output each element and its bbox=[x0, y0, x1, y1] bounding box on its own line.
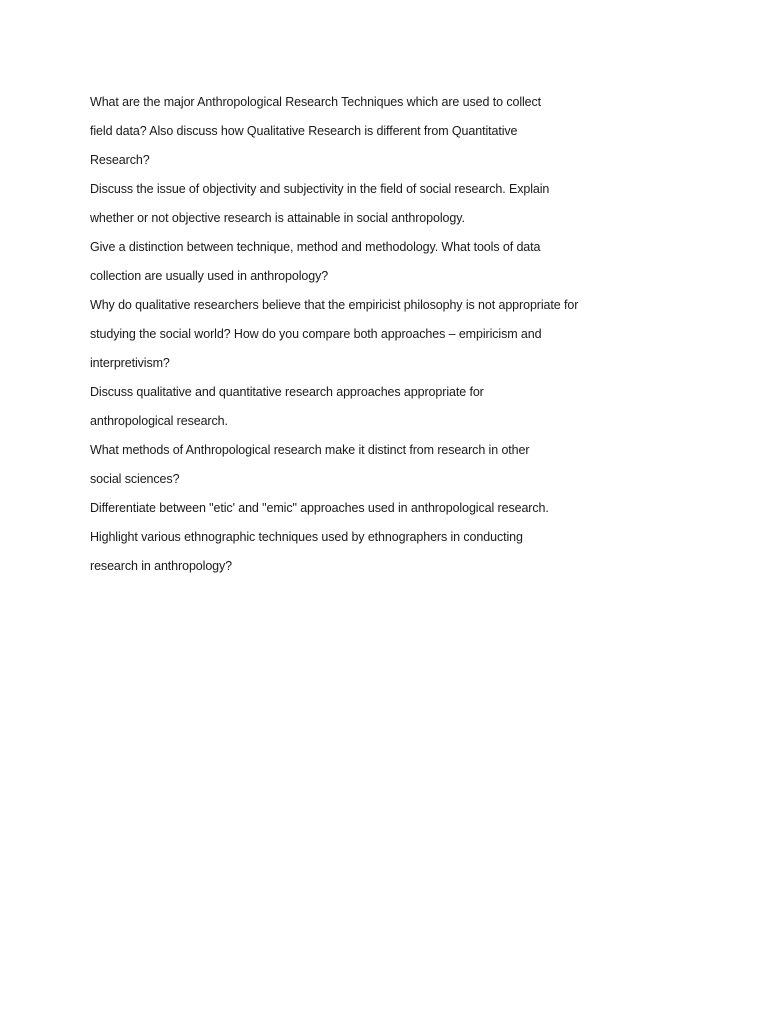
question-list bbox=[90, 88, 720, 581]
question-line: social sciences? bbox=[90, 472, 180, 486]
question-line: field data? Also discuss how Qualitative Research is different from Quantitative bbox=[90, 124, 518, 138]
question-line: research in anthropology? bbox=[90, 559, 233, 573]
question-line: Give a distinction between technique, method and methodology. What tools of data bbox=[90, 240, 541, 254]
question-line: Discuss the issue of objectivity and subjectivity in the field of social research. Explain bbox=[90, 182, 550, 196]
question-line: Research? bbox=[90, 153, 150, 167]
question-line: whether or not objective research is attainable in social anthropology. bbox=[90, 211, 465, 225]
question-line: Why do qualitative researchers believe that the empiricist philosophy is not appropriate for bbox=[90, 298, 579, 312]
question-line: anthropological research. bbox=[90, 414, 228, 428]
question-line: Highlight various ethnographic techniques used by ethnographers in conducting bbox=[90, 530, 523, 544]
question-line: Differentiate between "etic' and "emic" approaches used in anthropological research. bbox=[90, 501, 549, 515]
question-line: collection are usually used in anthropology? bbox=[90, 269, 329, 283]
question-line: interpretivism? bbox=[90, 356, 170, 370]
question-line: What methods of Anthropological research make it distinct from research in other bbox=[90, 443, 530, 457]
question-line: What are the major Anthropological Research Techniques which are used to collect bbox=[90, 95, 542, 109]
question-line: Discuss qualitative and quantitative research approaches appropriate for bbox=[90, 385, 484, 399]
question-line: studying the social world? How do you compare both approaches – empiricism and bbox=[90, 327, 542, 341]
